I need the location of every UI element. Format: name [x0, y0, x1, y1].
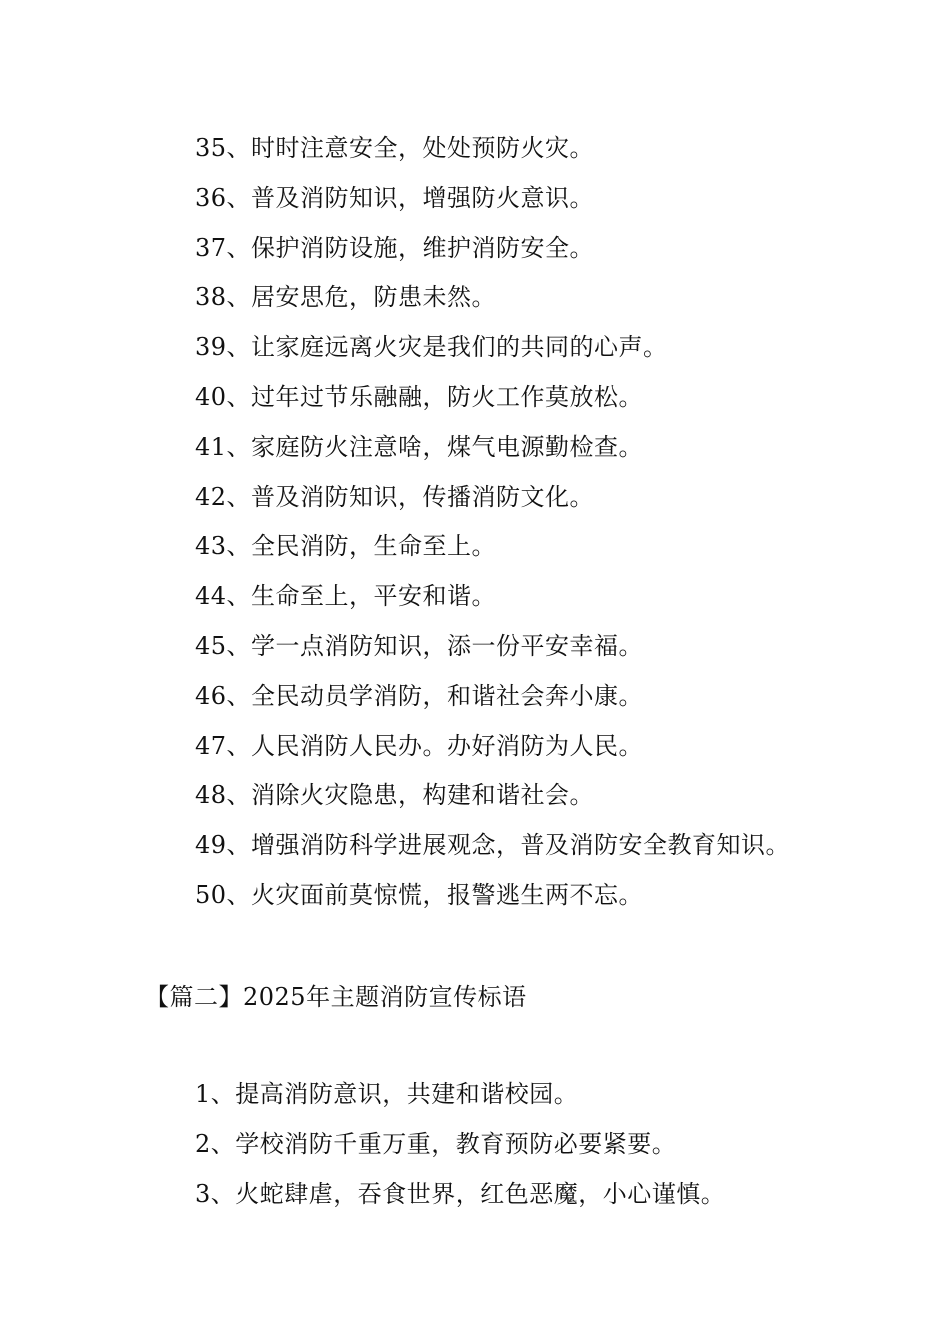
slogan-item: 36、普及消防知识，增强防火意识。: [195, 183, 595, 212]
slogan-item: 49、增强消防科学进展观念，普及消防安全教育知识。: [195, 831, 791, 860]
slogan-item: 37、保护消防设施，维护消防安全。: [195, 233, 595, 262]
slogan-item: 40、过年过节乐融融，防火工作莫放松。: [195, 382, 644, 411]
slogan-item: 38、居安思危，防患未然。: [195, 283, 497, 312]
slogan-item: 48、消除火灾隐患，构建和谐社会。: [195, 781, 595, 810]
slogan-list-part-one: [195, 124, 790, 921]
slogan-item: 1、提高消防意识，共建和谐校园。: [195, 1080, 579, 1108]
slogan-item: 35、时时注意安全，处处预防火灾。: [195, 134, 595, 162]
slogan-item: 44、生命至上，平安和谐。: [195, 582, 497, 611]
slogan-item: 46、全民动员学消防，和谐社会奔小康。: [195, 681, 644, 710]
slogan-list-section-two: [195, 1070, 725, 1219]
slogan-item: 2、学校消防千重万重，教育预防必要紧要。: [195, 1129, 677, 1158]
slogan-item: 47、人民消防人民办。办好消防为人民。: [195, 731, 644, 760]
slogan-item: 39、让家庭远离火灾是我们的共同的心声。: [195, 333, 668, 362]
section-two-heading: 【篇二】2025年主题消防宣传标语: [145, 983, 527, 1011]
slogan-item: 42、普及消防知识，传播消防文化。: [195, 482, 595, 511]
slogan-item: 41、家庭防火注意啥，煤气电源勤检查。: [195, 432, 644, 461]
slogan-item: 43、全民消防，生命至上。: [195, 532, 497, 561]
slogan-item: 50、火灾面前莫惊慌，报警逃生两不忘。: [195, 880, 644, 909]
slogan-item: 3、火蛇肆虐，吞食世界，红色恶魔，小心谨慎。: [195, 1179, 726, 1208]
slogan-item: 45、学一点消防知识，添一份平安幸福。: [195, 631, 644, 660]
